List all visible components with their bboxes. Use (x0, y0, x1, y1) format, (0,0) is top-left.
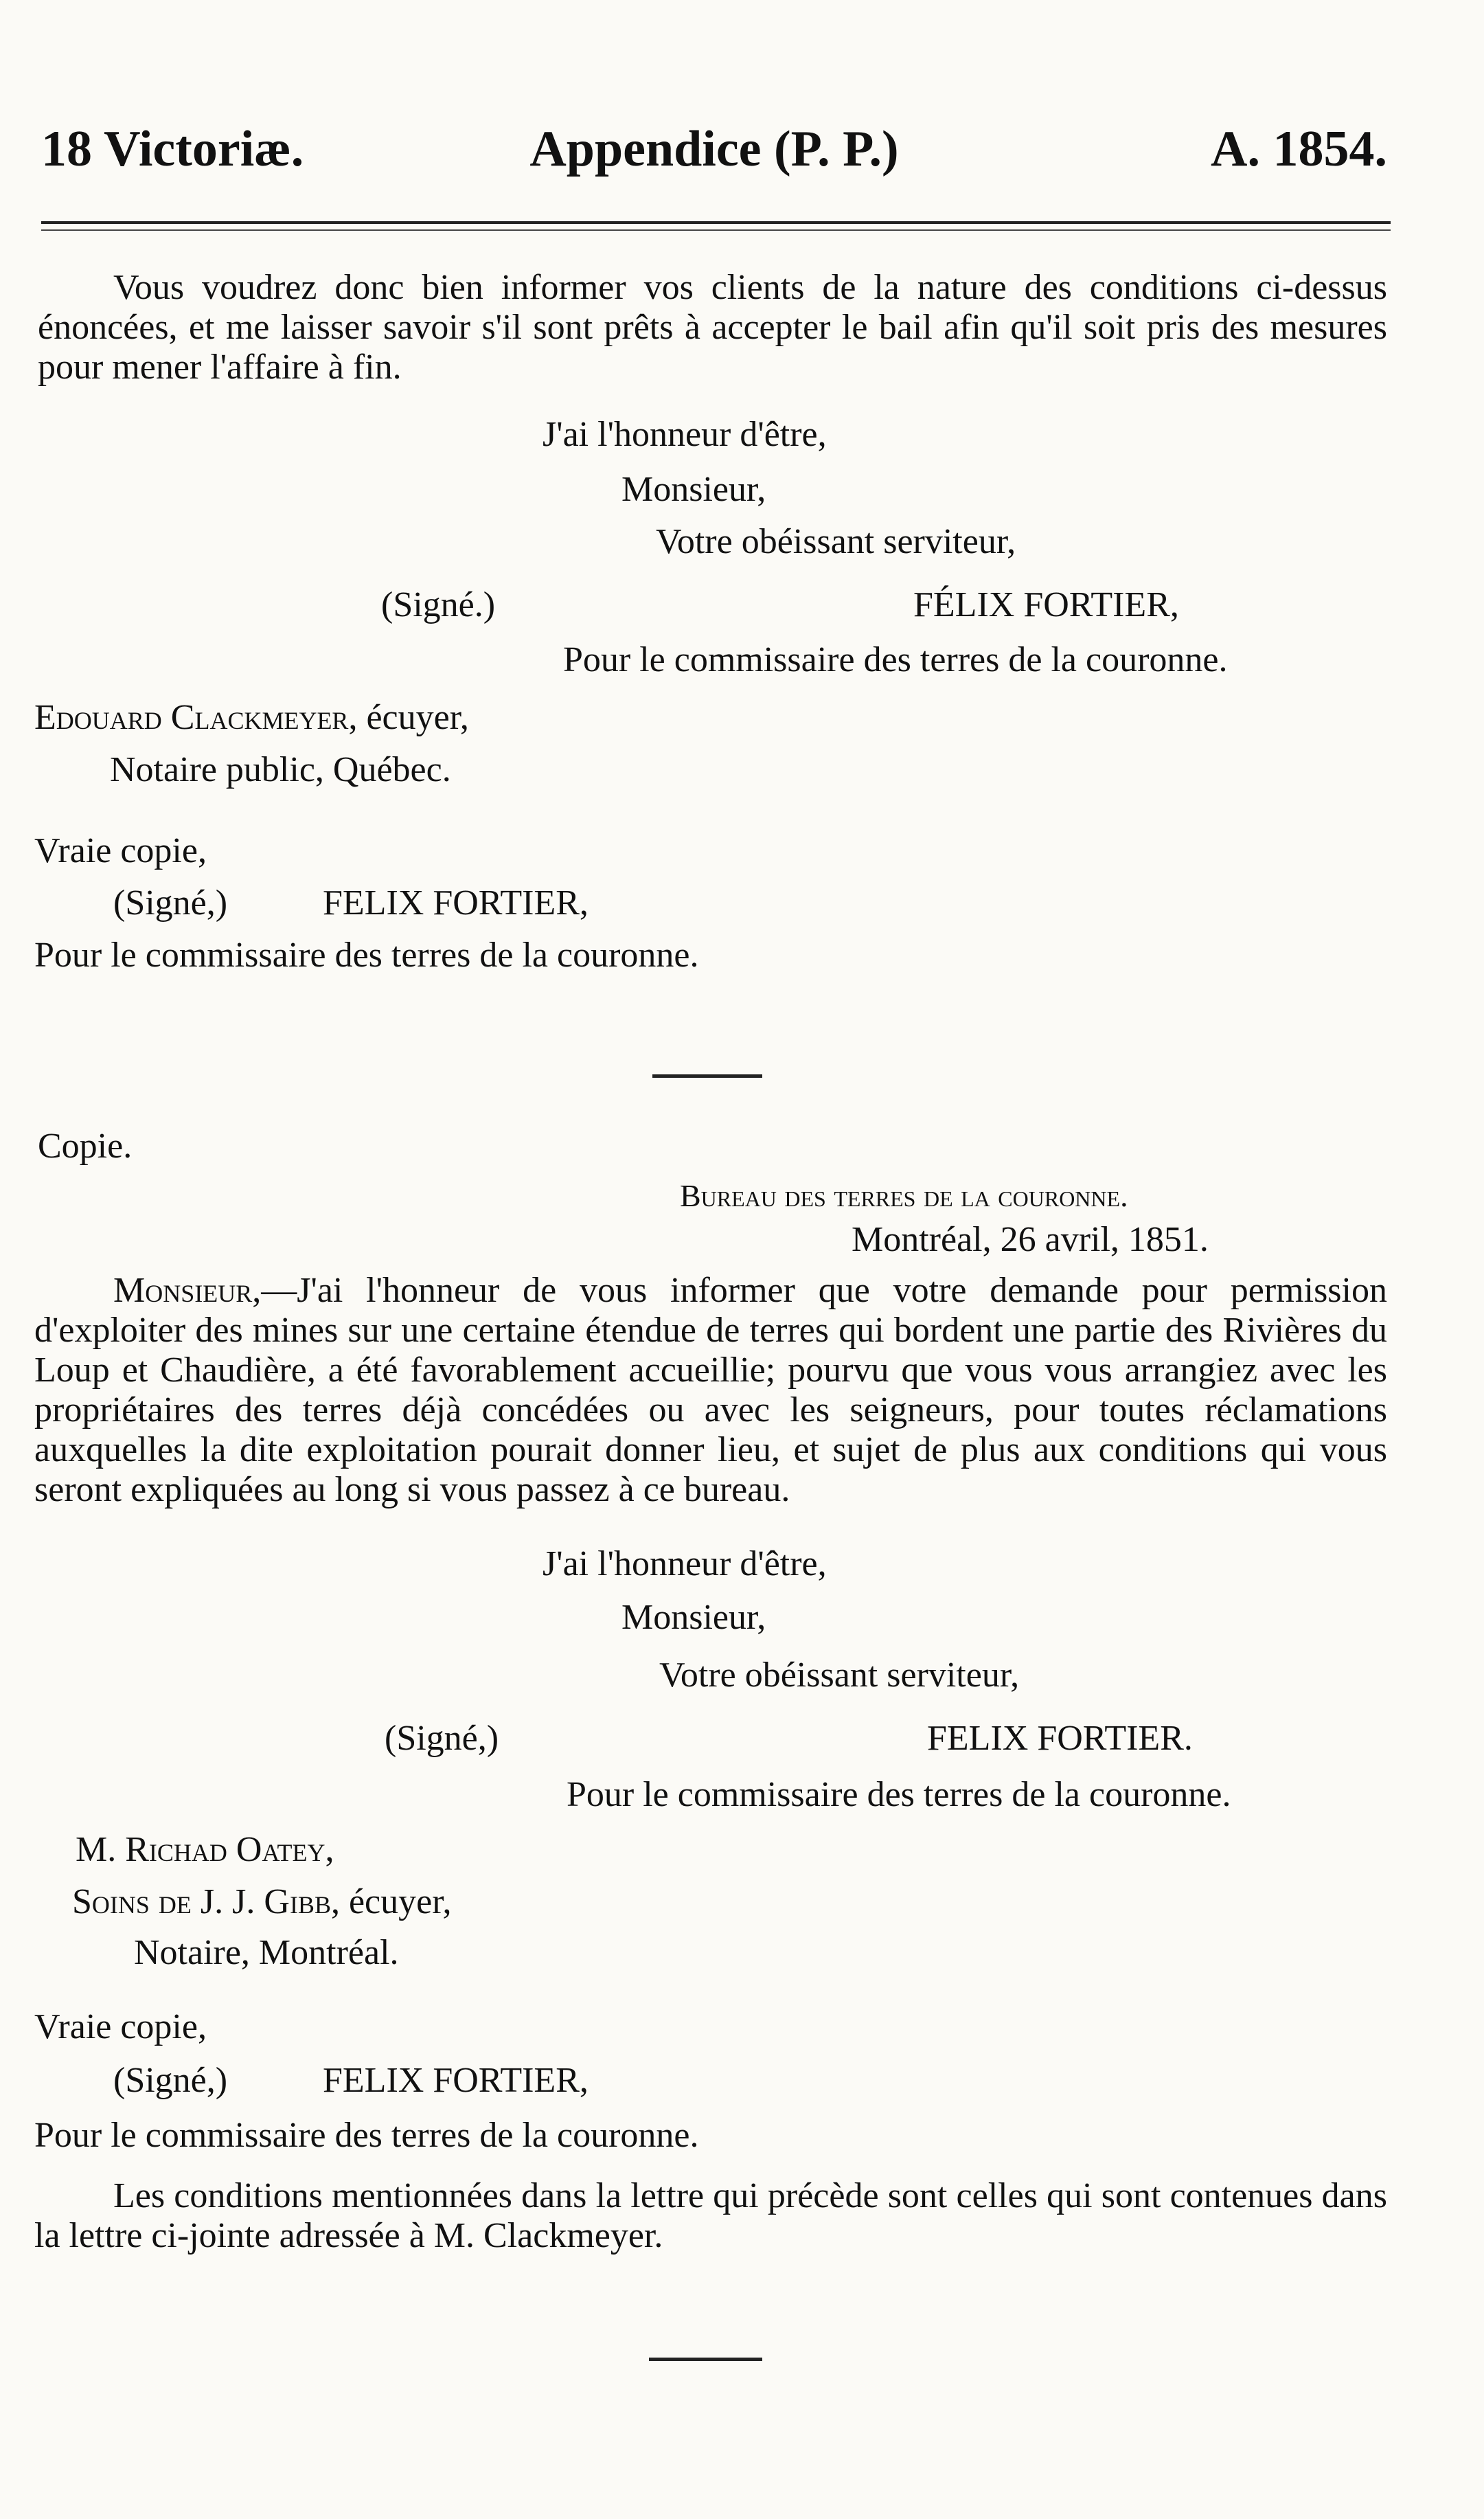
header-rule (41, 221, 1391, 231)
letter1-true-copy: Vraie copie, (34, 831, 207, 870)
letter2-body-text: ,—J'ai l'honneur de vous informer que votre demande pour permission d'exploiter des mines sur une certaine étendue de terres qui bordent une partie des Rivières du Loup et Chaudière, a été favorablement accueillie; pourvu que vous vous arrangiez avec les propriétaires des terres déjà concédées ou avec les seigneurs, pour toutes réclamations auxquelles la dite exploitation pourait donner lieu, et sujet de plus aux conditions qui vous seront expliquées au long si vous passez à ce bureau. (34, 1271, 1387, 1509)
letter2-body (34, 1271, 1387, 1510)
letter2-care-of-suffix: , écuyer, (330, 1882, 452, 1921)
letter1-closing-paragraph: Vous voudrez donc bien informer vos clients de la nature des conditions ci-dessus énoncées, et me laisser savoir s'il sont prêts à accepter le bail afin qu'il soit pris des mesures pour mener l'affaire à fin. (38, 268, 1387, 387)
letter2-place-date: Montréal, 26 avril, 1851. (852, 1220, 1209, 1259)
letter2-addressee-line3: Notaire, Montréal. (134, 1933, 399, 1972)
letter2-signatory: FELIX FORTIER. (927, 1719, 1193, 1758)
letter1-salutation-2: Monsieur, (621, 470, 766, 509)
letter1-copy-title: Pour le commissaire des terres de la couronne. (34, 936, 699, 975)
header-year: A. 1854. (1211, 121, 1387, 177)
letter2-salutation-1: J'ai l'honneur d'être, (543, 1544, 827, 1583)
letter1-addressee-name: Edouard Clackmeyer (34, 698, 349, 737)
letter2-care-of-prefix: Soins de (72, 1882, 192, 1921)
letter2-signatory-title: Pour le commissaire des terres de la couronne. (567, 1775, 1231, 1814)
letter2-salutation-3: Votre obéissant serviteur, (659, 1656, 1020, 1695)
letter1-signatory: FÉLIX FORTIER, (913, 585, 1179, 624)
letter1-copy-signatory: FELIX FORTIER, (323, 883, 589, 923)
letter2-copy-label: Copie. (38, 1127, 133, 1166)
letter2-true-copy: Vraie copie, (34, 2007, 207, 2046)
header-title: Appendice (P. P.) (529, 121, 899, 177)
letter1-addressee (34, 698, 469, 738)
letter2-care-of (72, 1882, 451, 1922)
letter1-salutation-3: Votre obéissant serviteur, (656, 522, 1016, 561)
letter2-copy-signed-label: (Signé,) (113, 2061, 228, 2100)
letter2-addressee-name: M. Richad Oatey, (76, 1830, 334, 1869)
section-divider (652, 1074, 762, 1078)
letter1-addressee-suffix: , écuyer, (348, 698, 469, 737)
header-session: 18 Victoriæ. (41, 121, 304, 177)
letter1-signed-label: (Signé.) (381, 585, 496, 624)
letter2-copy-signatory: FELIX FORTIER, (323, 2061, 589, 2100)
letter2-copy-title: Pour le commissaire des terres de la couronne. (34, 2116, 699, 2155)
letter1-copy-signed-label: (Signé,) (113, 883, 228, 923)
letter2-office: Bureau des terres de la couronne. (680, 1178, 1128, 1213)
letter2-salutation-2: Monsieur, (621, 1598, 766, 1637)
letter1-signatory-title: Pour le commissaire des terres de la couronne. (563, 640, 1228, 679)
letter2-care-of-name: J. J. Gibb (200, 1882, 331, 1921)
end-divider (649, 2358, 762, 2361)
letter2-opening-word: Monsieur (113, 1271, 253, 1310)
letter1-salutation-1: J'ai l'honneur d'être, (543, 415, 827, 454)
letter2-closing-note: Les conditions mentionnées dans la lettre qui précède sont celles qui sont contenues dans la lettre ci-jointe adressée à M. Clackmeyer. (34, 2176, 1387, 2255)
letter1-addressee-line2: Notaire public, Québec. (110, 750, 451, 789)
letter2-signed-label: (Signé,) (385, 1719, 499, 1758)
